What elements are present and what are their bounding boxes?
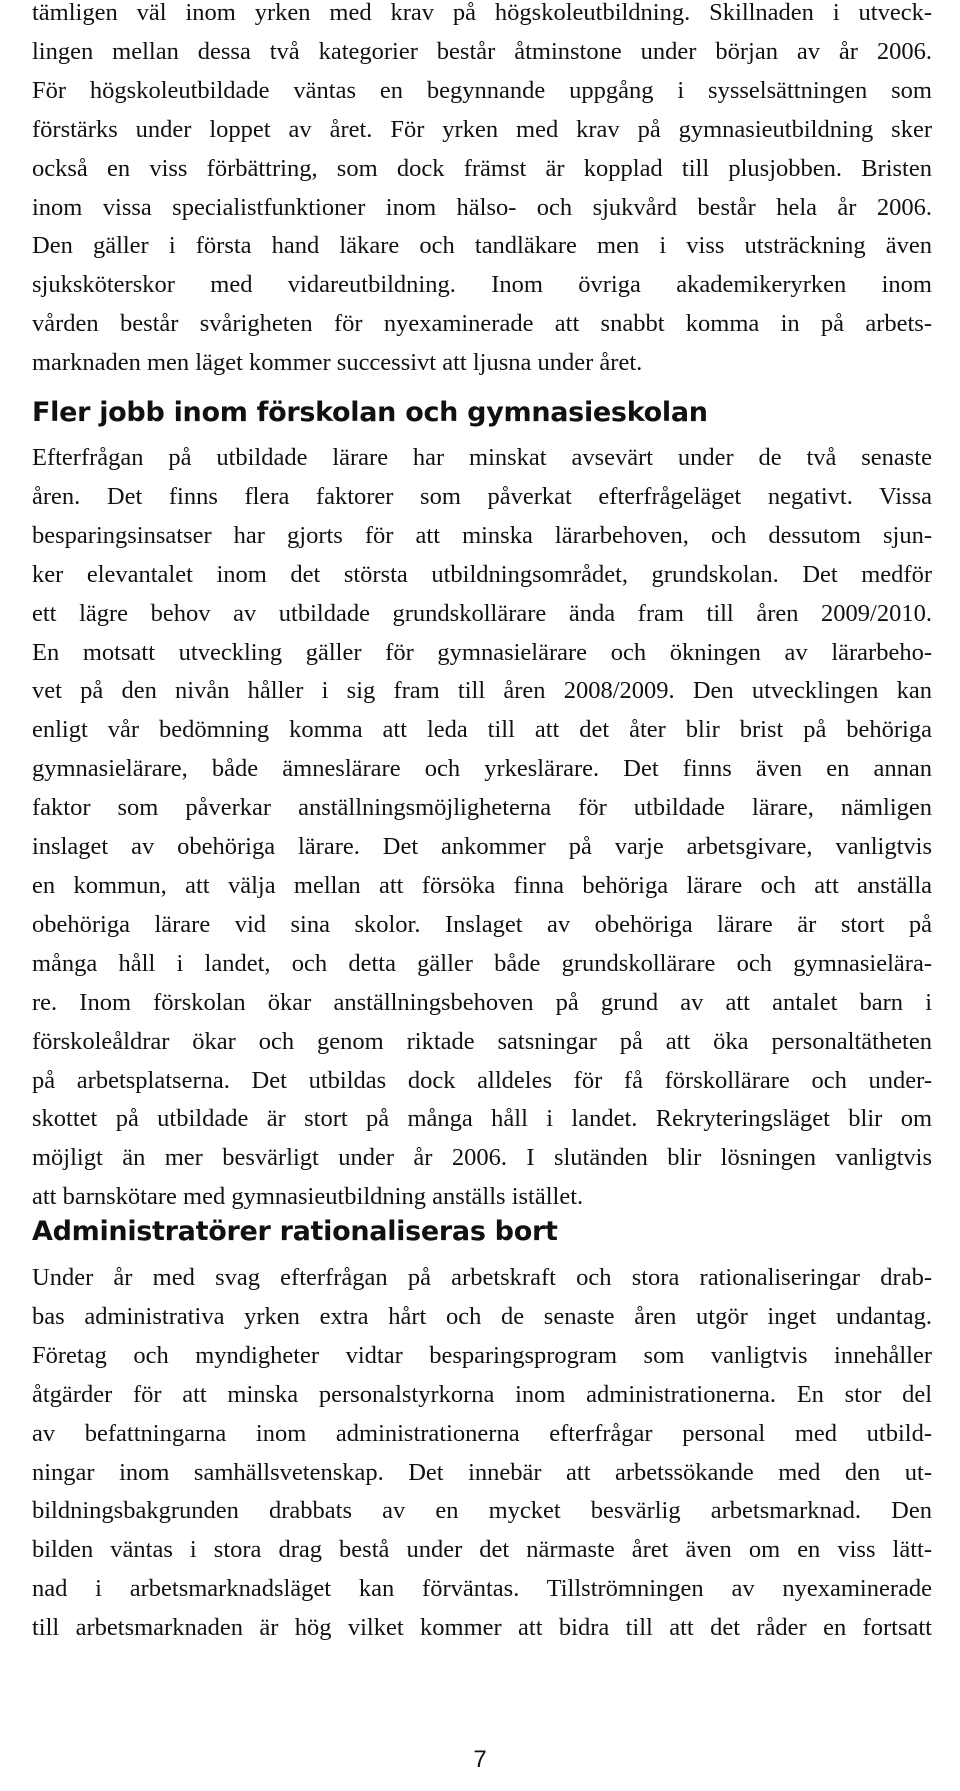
text-line: Efterfrågan på utbildade lärare har minskat avsevärt under de två senaste (32, 444, 932, 471)
text-line: åtgärder för att minska personalstyrkorna inom administrationerna. En stor del (32, 1380, 932, 1408)
section-heading-administration: Administratörer rationaliseras bort (32, 1216, 558, 1247)
text-line: Den gäller i första hand läkare och tandläkare men i viss utsträckning även (32, 232, 932, 260)
text-line: ker elevantalet inom det största utbildningsområdet, grundskolan. Det medför (32, 560, 932, 588)
text-line: ningar inom samhällsvetenskap. Det innebär att arbetssökande med den ut- (32, 1458, 932, 1486)
text-line: en kommun, att välja mellan att försöka finna behöriga lärare och att anställa (32, 871, 932, 899)
text-line: För högskoleutbildade väntas en begynnande uppgång i sysselsättningen som (32, 76, 932, 104)
page-number: 7 (473, 1746, 487, 1773)
text-line: till arbetsmarknaden är hög vilket kommer att bidra till att det råder en fortsatt (32, 1614, 932, 1642)
paragraph-top (32, 0, 932, 383)
text-line: möjligt än mer besvärligt under år 2006. I slutänden blir lösningen vanligtvis (32, 1144, 932, 1172)
section-heading-preschool: Fler jobb inom förskolan och gymnasieskolan (32, 397, 708, 428)
text-line: bildningsbakgrunden drabbats av en mycket besvärlig arbetsmarknad. Den (32, 1497, 932, 1525)
text-line: skottet på utbildade är stort på många håll i landet. Rekryteringsläget blir om (32, 1105, 932, 1133)
text-line: ett lägre behov av utbildade grundskollärare ända fram till åren 2009/2010. (32, 599, 932, 627)
text-line: inom vissa specialistfunktioner inom hälso- och sjukvård består hela år 2006. (32, 193, 932, 221)
text-line: lingen mellan dessa två kategorier består åtminstone under början av år 2006. (32, 37, 932, 65)
text-line: på arbetsplatserna. Det utbildas dock alldeles för få förskollärare och under- (32, 1066, 932, 1094)
text-line: faktor som påverkar anställningsmöjligheterna för utbildade lärare, nämligen (32, 794, 932, 822)
text-line: marknaden men läget kommer successivt att ljusna under året. (32, 349, 643, 377)
text-line: vården består svårigheten för nyexaminerade att snabbt komma in på arbets- (32, 310, 932, 338)
text-line: bilden väntas i stora drag bestå under det närmaste året även om en viss lätt- (32, 1536, 932, 1564)
text-line: också en viss förbättring, som dock främst är kopplad till plusjobben. Bristen (32, 154, 932, 182)
text-line: förskoleåldrar ökar och genom riktade satsningar på att öka personaltätheten (32, 1027, 932, 1055)
text-line: förstärks under loppet av året. För yrken med krav på gymnasieutbildning sker (32, 115, 932, 143)
text-line: besparingsinsatser har gjorts för att minska lärarbehoven, och dessutom sjun- (32, 521, 932, 549)
text-line: sjuksköterskor med vidareutbildning. Inom övriga akademikeryrken inom (32, 271, 932, 299)
text-line: gymnasielärare, både ämneslärare och yrkeslärare. Det finns även en annan (32, 755, 932, 783)
text-line: obehöriga lärare vid sina skolor. Inslaget av obehöriga lärare är stort på (32, 910, 932, 938)
text-line: nad i arbetsmarknadsläget kan förväntas. Tillströmningen av nyexaminerade (32, 1575, 932, 1603)
text-line: enligt vår bedömning komma att leda till att det åter blir brist på behöriga (32, 716, 932, 744)
text-line: En motsatt utveckling gäller för gymnasielärare och ökningen av lärarbeho- (32, 638, 932, 666)
text-line: av befattningarna inom administrationerna efterfrågar personal med utbild- (32, 1419, 932, 1447)
text-line: vet på den nivån håller i sig fram till åren 2008/2009. Den utvecklingen kan (32, 677, 932, 705)
paragraph-teachers (32, 439, 932, 1217)
text-line: många håll i landet, och detta gäller både grundskollärare och gymnasielära- (32, 949, 932, 977)
text-line: bas administrativa yrken extra hårt och de senaste åren utgör inget undantag. (32, 1302, 932, 1330)
text-line: Företag och myndigheter vidtar besparingsprogram som vanligtvis innehåller (32, 1341, 932, 1369)
text-line: åren. Det finns flera faktorer som påverkat efterfrågeläget negativt. Vissa (32, 482, 932, 510)
text-line: tämligen väl inom yrken med krav på högskoleutbildning. Skillnaden i utveck- (32, 0, 932, 26)
text-line: Under år med svag efterfrågan på arbetskraft och stora rationaliseringar drab- (32, 1264, 932, 1291)
text-line: inslaget av obehöriga lärare. Det ankommer på varje arbetsgivare, vanligtvis (32, 833, 932, 861)
text-line: re. Inom förskolan ökar anställningsbehoven på grund av att antalet barn i (32, 988, 932, 1016)
text-line: att barnskötare med gymnasieutbildning anställs istället. (32, 1183, 584, 1211)
paragraph-administration (32, 1259, 932, 1648)
